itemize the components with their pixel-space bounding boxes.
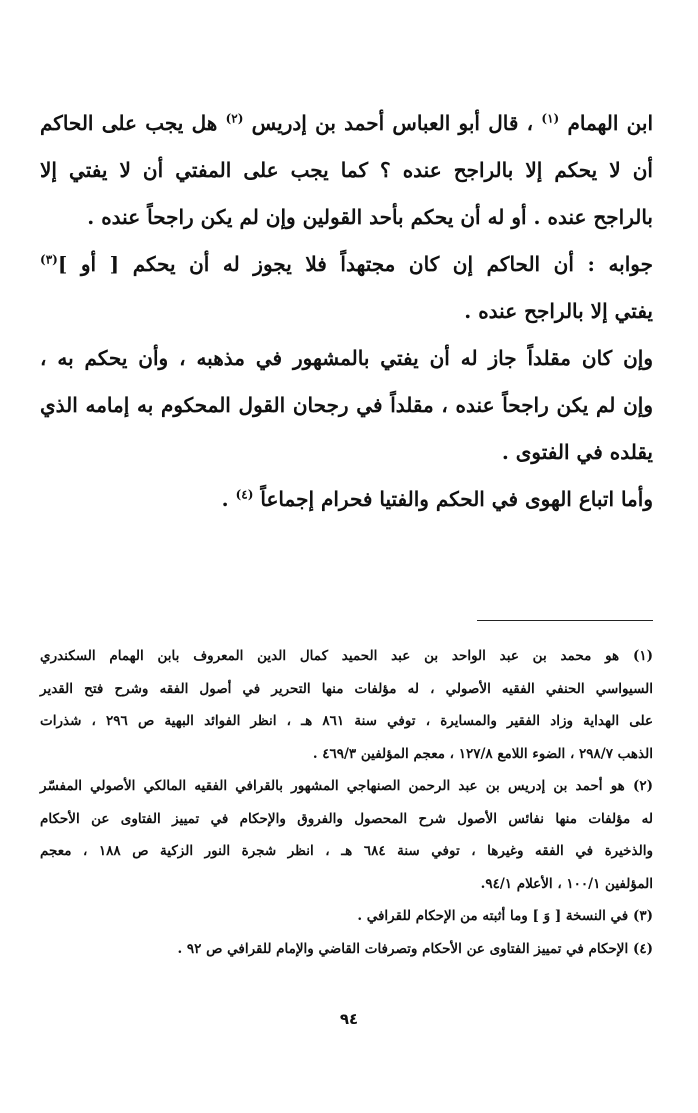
footnote-line: على الهداية وزاد الفقير والمسايرة ، توفي سنة ٨٦١ هـ ، انظر الفوائد البهية ص ٢٩٦ ، شذرات [40, 713, 654, 729]
body-line: يفتي إلا بالراجح عنده . [464, 299, 653, 323]
footnote-2 [40, 770, 653, 900]
footnote-4 [40, 933, 653, 966]
footnote-line: (٣) في النسخة [ وَ ] وما أثبته من الإحكام للقرافي . [357, 908, 653, 924]
body-line: وإن كان مقلداً جاز له أن يفتي بالمشهور في مذهبه ، وأن يحكم به ، [40, 346, 653, 370]
footnote-line: (٢) هو أحمد بن إدريس بن عبد الرحمن الصنهاجي المشهور بالقرافي الفقيه المالكي الأصولي المفسّر [40, 778, 653, 794]
body-line: وإن لم يكن راجحاً عنده ، مقلداً في رجحان القول المحكوم به إمامه الذي [40, 393, 653, 417]
footnote-line: والذخيرة في الفقه وغيرها ، توفي سنة ٦٨٤ هـ ، انظر شجرة النور الزكية ص ١٨٨ ، معجم [40, 843, 653, 859]
footnote-line: (١) هو محمد بن عبد الواحد بن عبد الحميد كمال الدين المعروف بابن الهمام السكندري [40, 648, 653, 664]
footnote-marker: (٢) [225, 111, 244, 126]
page-number: ٩٤ [339, 1010, 359, 1028]
body-line: ابن الهمام $^{(١)}$ ، قال أبو العباس أحمد بن إدريس $^{(٢)}$ هل يجب على الحاكم [40, 111, 653, 135]
footnote-separator [477, 620, 653, 621]
footnote-marker: (٤) [235, 487, 254, 502]
main-text [40, 100, 653, 523]
footnote-line: له مؤلفات منها نفائس الأصول شرح المحصول والفروق والإحكام في تمييز الفتاوى عن الأحكام [40, 810, 653, 827]
footnote-3 [40, 900, 653, 933]
body-line: وأما اتباع الهوى في الحكم والفتيا فحرام إجماعاً $^{(٤)}$ . [221, 487, 653, 511]
footnote-1 [40, 640, 653, 770]
body-line: يقلده في الفتوى . [501, 440, 653, 464]
footnotes [40, 640, 653, 965]
body-line: أن لا يحكم إلا بالراجح عنده ؟ كما يجب على المفتي أن لا يفتي إلا [40, 158, 653, 182]
footnote-marker: (٣) [40, 252, 58, 267]
footnote-line: السيواسي الحنفي الفقيه الأصولي ، له مؤلفات منها التحرير في أصول الفقه وشرح فتح القدير [40, 680, 653, 697]
footnote-line: المؤلفين ١٠٠/١ ، الأعلام ٩٤/١. [480, 875, 653, 892]
footnote-line: الذهب ٢٩٨/٧ ، الضوء اللامع ١٢٧/٨ ، معجم المؤلفين ٤٦٩/٣ . [312, 745, 653, 762]
body-line: جوابه : أن الحاكم إن كان مجتهداً فلا يجوز له أن يحكم [ أو ]$^{(٣)}$ [40, 252, 653, 276]
footnote-marker: (١) [541, 111, 560, 126]
body-line: بالراجح عنده . أو له أن يحكم بأحد القولين وإن لم يكن راجحاً عنده . [87, 205, 653, 229]
footnote-line: (٤) الإحكام في تمييز الفتاوى عن الأحكام وتصرفات القاضي والإمام للقرافي ص ٩٢ . [177, 940, 653, 957]
